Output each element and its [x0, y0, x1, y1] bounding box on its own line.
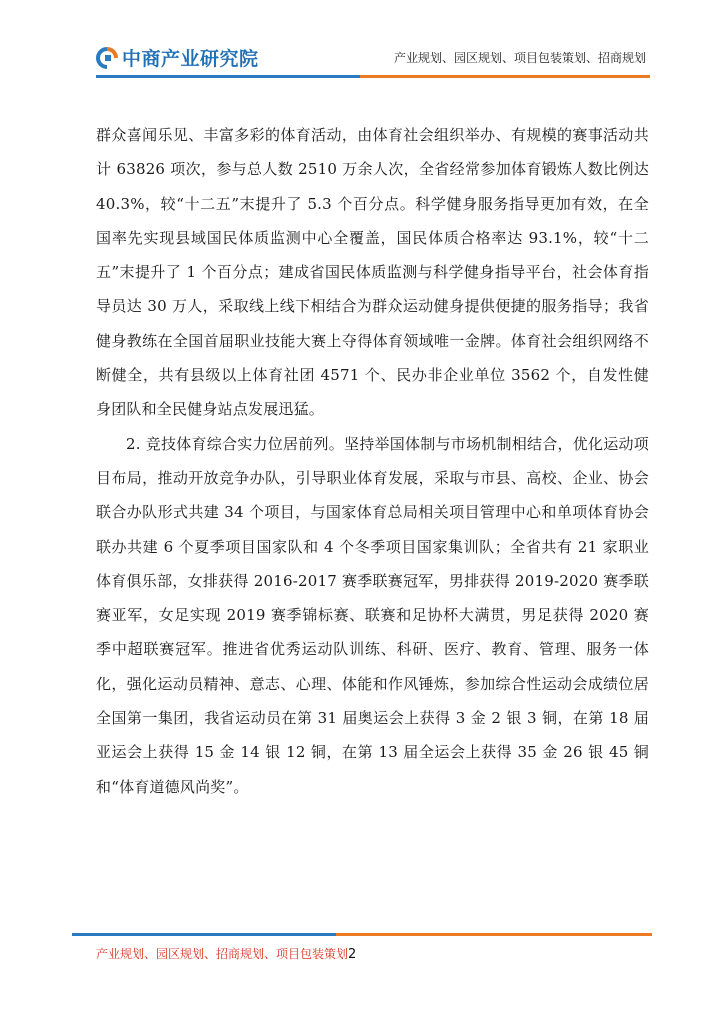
company-logo-icon	[96, 47, 118, 69]
page-header	[0, 0, 724, 80]
footer-slogan: 产业规划、园区规划、招商规划、项目包装策划	[96, 947, 349, 961]
footer-rule-blue	[72, 933, 336, 936]
page-number: 2	[348, 947, 357, 962]
logo-text: 中商产业研究院	[122, 48, 259, 70]
document-body	[96, 118, 649, 804]
footer-rule-orange	[336, 933, 652, 936]
header-slogan: 产业规划、园区规划、项目包装策划、招商规划	[393, 51, 646, 65]
paragraph-mass-sports: 群众喜闻乐见、丰富多彩的体育活动，由体育社会组织举办、有规模的赛事活动共计 63826 项次，参与总人数 2510 万余人次，全省经常参加体育锻炼人数比例达 40.3%，较“十二五”末提升了 5.3 个百分点。科学健身服务指导更加有效，在全国率先实现县域国民体质监测中心全覆盖，国民体质合格率达 93.1%，较“十二五”末提升了 1 个百分点；建成省国民体质监测与科学健身指导平台，社会体育指导员达 30 万人，采取线上线下相结合为群众运动健身提供便捷的服务指导；我省健身教练在全国首届职业技能大赛上夺得体育领域唯一金牌。体育社会组织网络不断健全，共有县级以上体育社团 4571 个、民办非企业单位 3562 个，自发性健身团队和全民健身站点发展迅猛。	[96, 126, 649, 419]
page-footer	[96, 945, 356, 962]
header-rule-blue	[96, 75, 360, 78]
header-rule-orange	[360, 75, 650, 78]
logo	[96, 44, 259, 71]
paragraph-competitive-sports: 2. 竞技体育综合实力位居前列。坚持举国体制与市场机制相结合，优化运动项目布局，推动开放竞争办队，引导职业体育发展，采取与市县、高校、企业、协会联合办队形式共建 34 个项目，与国家体育总局相关项目管理中心和单项体育协会联办共建 6 个夏季项目国家队和 4 个冬季项目国家集训队；全省共有 21 家职业体育俱乐部，女排获得 2016-2017 赛季联赛冠军，男排获得 2019-2020 赛季联赛亚军，女足实现 2019 赛季锦标赛、联赛和足协杯大满贯，男足获得 2020 赛季中超联赛冠军。推进省优秀运动队训练、科研、医疗、教育、管理、服务一体化，强化运动员精神、意志、心理、体能和作风锤炼，参加综合性运动会成绩位居全国第一集团，我省运动员在第 31 届奥运会上获得 3 金 2 银 3 铜，在第 18 届亚运会上获得 15 金 14 银 12 铜，在第 13 届全运会上获得 35 金 26 银 45 铜和“体育道德风尚奖”。	[96, 434, 649, 796]
